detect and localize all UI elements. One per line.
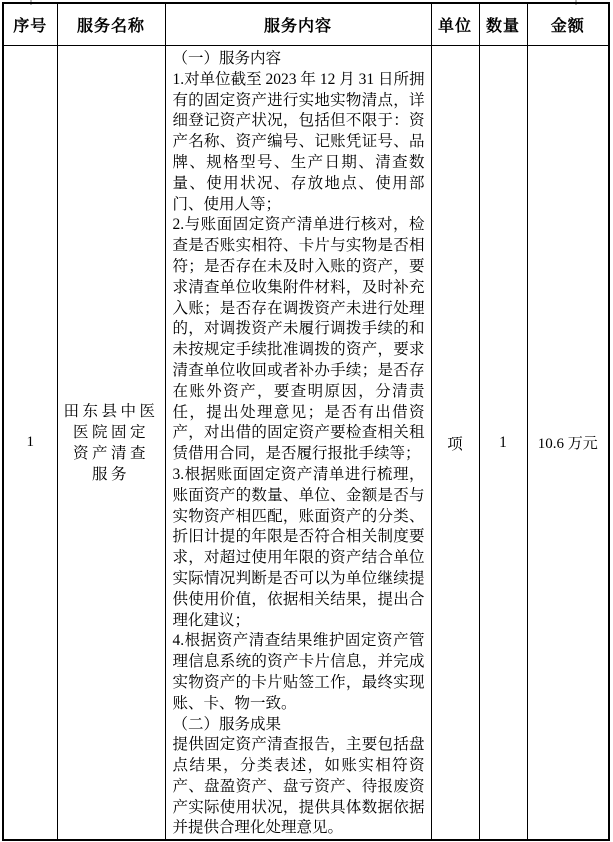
- table-header-row: [3, 3, 609, 46]
- cell-unit: 项: [431, 46, 479, 841]
- content-paragraph: 4.根据资产清查结果维护固定资产管理信息系统的资产卡片信息，并完成实物资产的卡片贴签工作，最终实现账、卡、物一致。: [172, 632, 425, 712]
- service-name-text: [58, 401, 165, 485]
- header-amount: 金额: [527, 3, 609, 46]
- header-unit: 单位: [431, 3, 479, 46]
- header-quantity: 数量: [479, 3, 527, 46]
- content-section-title: （二）服务成果: [172, 715, 282, 733]
- cell-service-name: [57, 46, 165, 841]
- service-name-line: 医院固定: [72, 423, 149, 441]
- content-paragraph: 2.与账面固定资产清单进行核对，检查是否账实相符、卡片与实物是否相符；是否存在未及时入账的资产，要求清查单位收集附件材料，及时补充入账；是否存在调拨资产未进行处理的，对调拨资产未履行调拨手续的和未按规定手续批准调拨的资产，要求清查单位收回或者补办手续；是否存在账外资产，要查明原因，分清责任，提出处理意见；是否有出借资产，对出借的固定资产要检查相关租赁借用合同，是否履行报批手续等；: [172, 216, 425, 463]
- content-paragraph: 提供固定资产清查报告，主要包括盘点结果，分类表述，如账实相符资产、盘盈资产、盘亏资产、待报废资产实际使用状况，提供具体数据依据并提供合理化处理意见。: [172, 736, 425, 837]
- service-table: [2, 2, 610, 841]
- cell-service-content: [165, 46, 431, 841]
- cell-quantity: 1: [479, 46, 527, 841]
- header-service-name: 服务名称: [57, 3, 165, 46]
- content-paragraph: 1.对单位截至 2023 年 12 月 31 日所拥有的固定资产进行实地实物清点，详细登记资产状况，包括但不限于：资产名称、资产编号、记账凭证号、品牌、规格型号、生产日期、清查数量、使用状况、存放地点、使用部门、使用人等；: [172, 70, 425, 213]
- service-name-line: 服务: [91, 465, 130, 483]
- header-seq: 序号: [3, 3, 57, 46]
- header-service-content: 服务内容: [165, 3, 431, 46]
- content-section-title: （一）服务内容: [172, 50, 282, 67]
- service-name-line: 资产清查: [72, 444, 149, 462]
- cell-amount: 10.6 万元: [527, 46, 609, 841]
- content-paragraph: 3.根据账面固定资产清单进行梳理，账面资产的数量、单位、金额是否与实物资产相匹配，账面资产的分类、折旧计提的年限是否符合相关制度要求，对超过使用年限的资产结合单位实际情况判断是否可以为单位继续提供使用价值，依据相关结果，提出合理化建议；: [172, 465, 425, 629]
- service-name-line: 田东县中医: [63, 402, 159, 420]
- cell-seq: 1: [3, 46, 57, 841]
- table-row: [3, 46, 609, 841]
